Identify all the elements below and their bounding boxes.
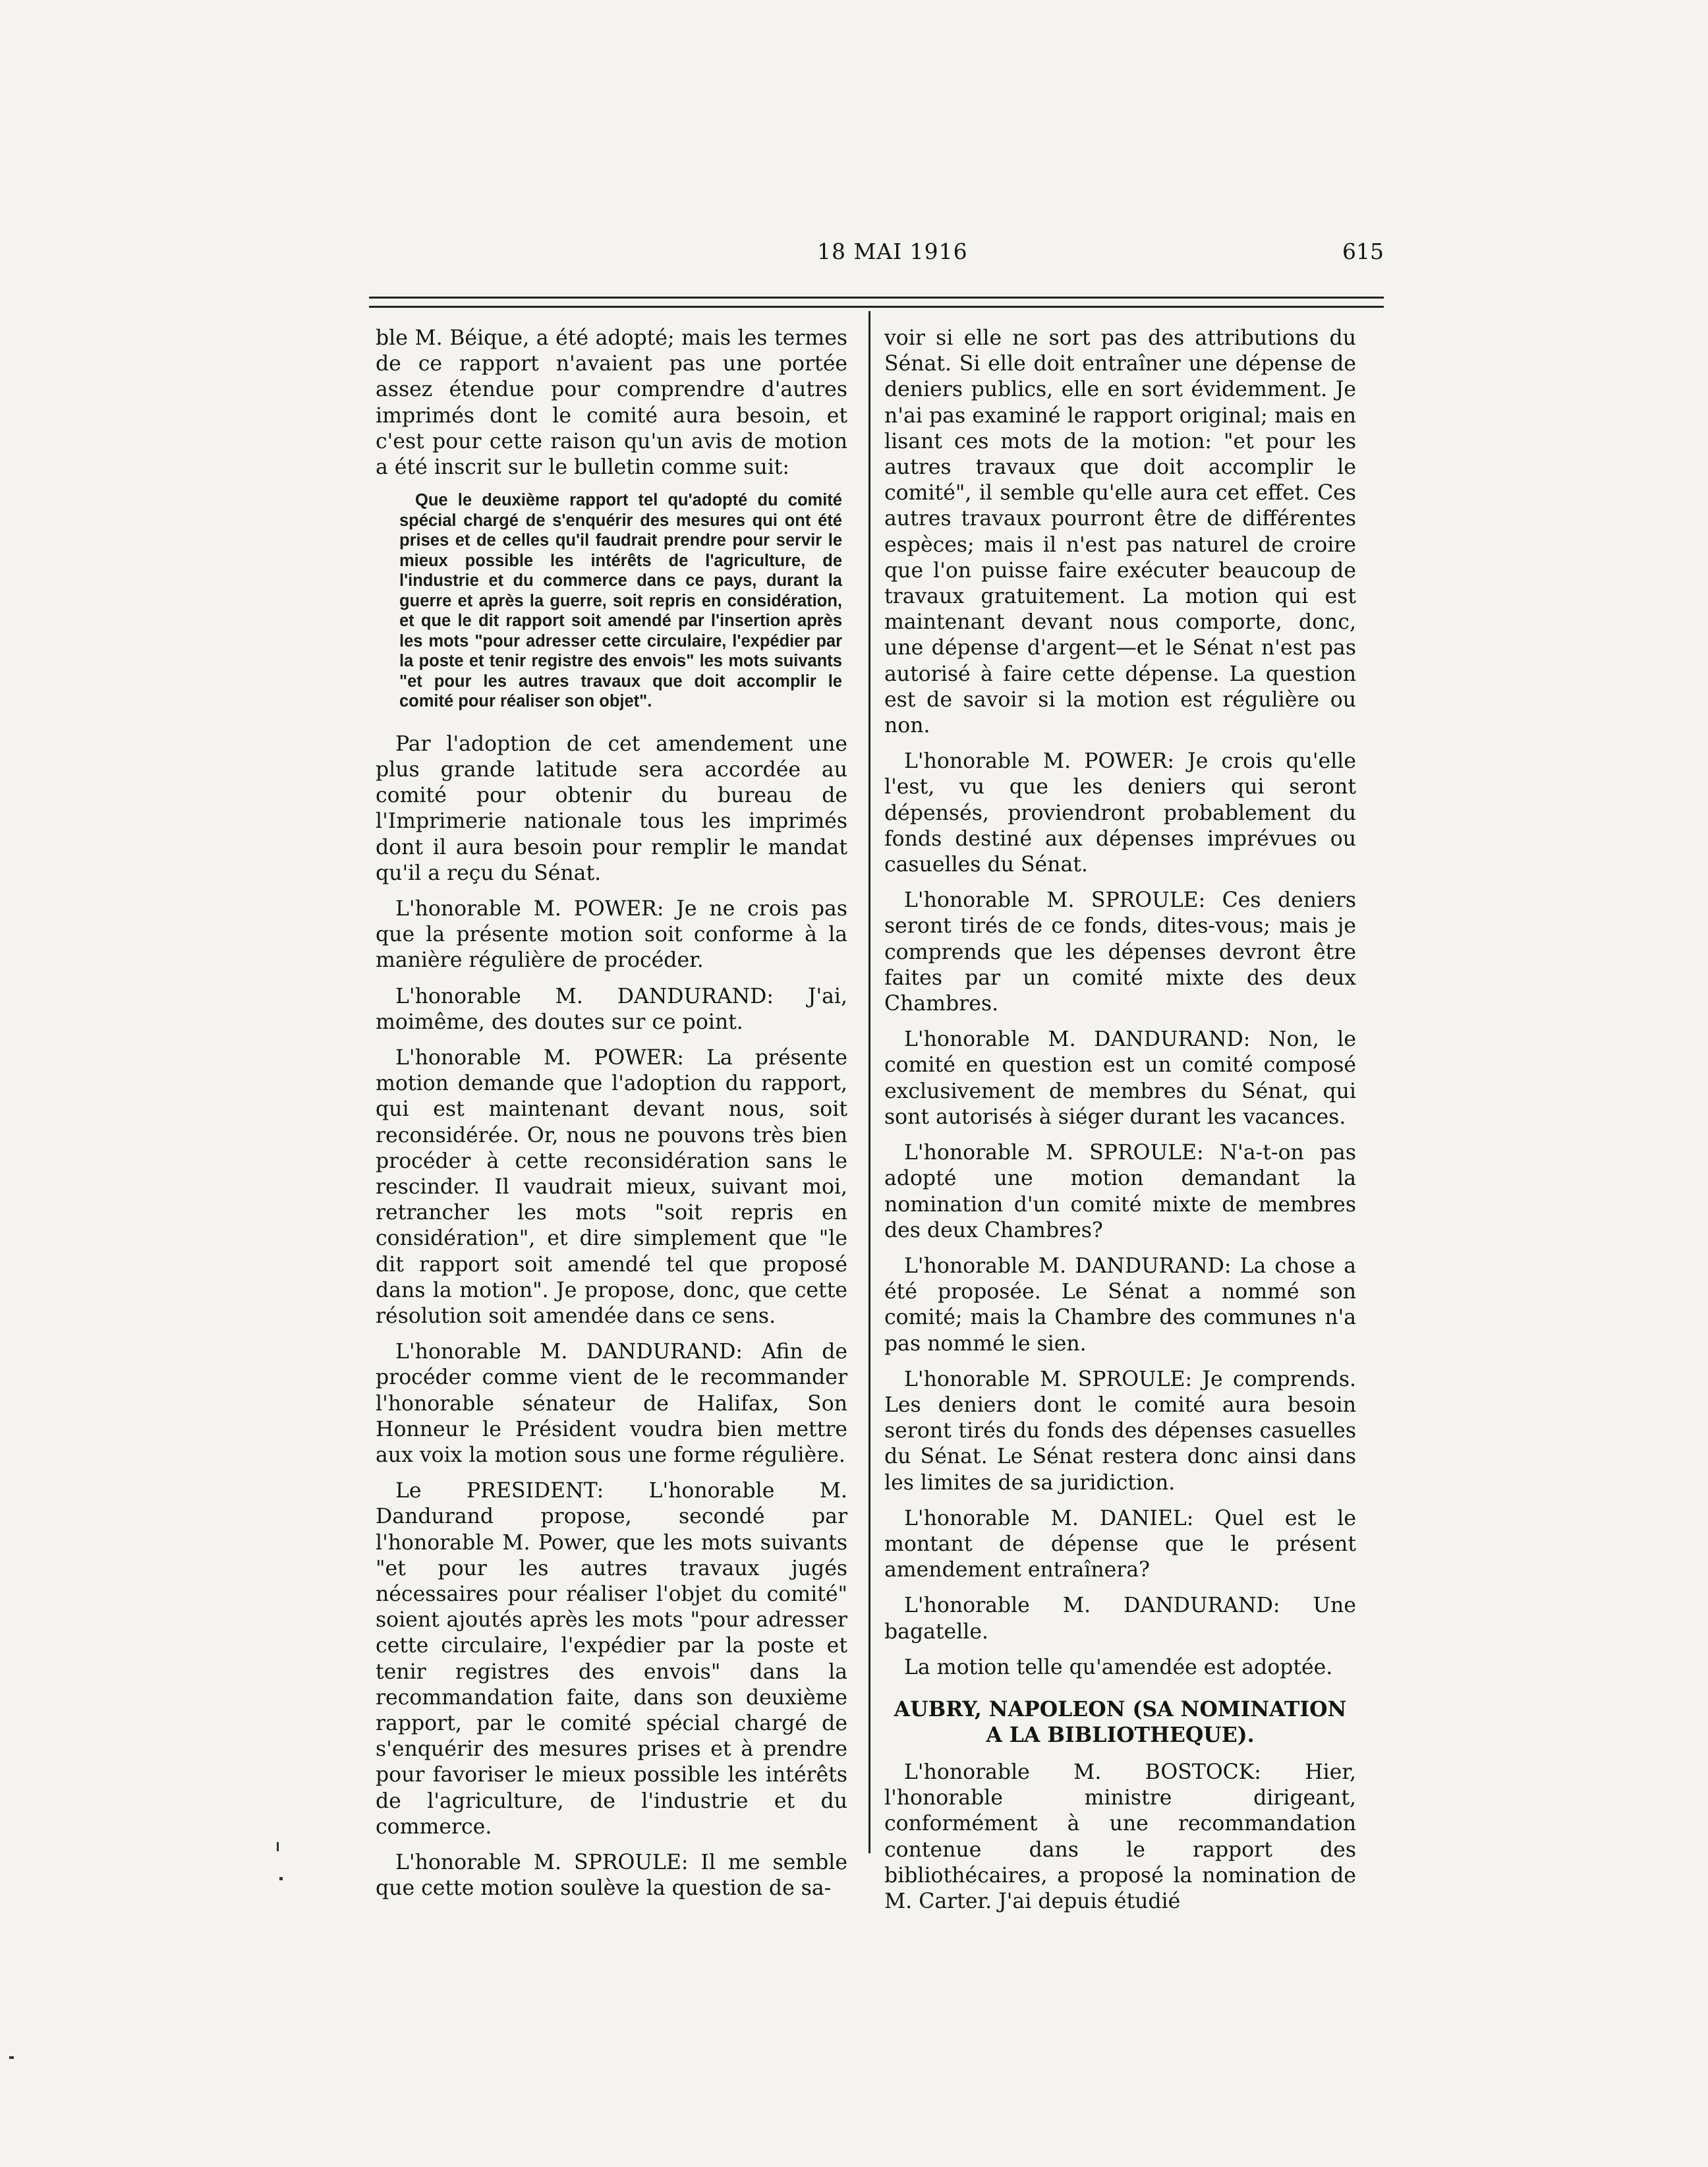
paragraph: L'honorable M. SPROULE: N'a-t-on pas adopté une motion demandant la nomination d'un comité mixte de membres des deux Chambres? xyxy=(884,1141,1356,1242)
paragraph: L'honorable M. SPROULE: Il me semble que cette motion soulève la question de sa- xyxy=(376,1851,847,1901)
column-divider xyxy=(868,311,870,1853)
paragraph: L'honorable M. DANDURAND: Non, le comité en question est un comité composé exclusivement de membres du Sénat, qui sont autorisés à siéger durant les vacances. xyxy=(884,1027,1356,1129)
paragraph: L'honorable M. DANDURAND: Une bagatelle. xyxy=(884,1594,1356,1644)
header-date: 18 MAI 1916 xyxy=(817,239,968,264)
paragraph: L'honorable M. DANIEL: Quel est le montant de dépense que le présent amendement entraînera? xyxy=(884,1506,1356,1582)
header-rule-top xyxy=(369,297,1384,299)
scan-speck xyxy=(277,1842,279,1851)
page-number: 615 xyxy=(1342,239,1384,264)
scan-speck xyxy=(9,2056,14,2059)
header-rule-bottom xyxy=(369,306,1384,308)
paragraph: Le PRESIDENT: L'honorable M. Dandurand propose, secondé par l'honorable M. Power, que les mots suivants "et pour les autres travaux jugés nécessaires pour réaliser l'objet du comité" soient ajoutés après les mots "pour adresser cette circulaire, l'expédier par la poste et tenir registres des envois" dans la recommandation faite, dans son deuxième rapport, par le comité spécial chargé de s'enquérir des mesures prises et à prendre pour favoriser le mieux possible les intérêts de l'agriculture, de l'industrie et du commerce. xyxy=(376,1479,847,1839)
paragraph: Par l'adoption de cet amendement une plus grande latitude sera accordée au comité pour obtenir du bureau de l'Imprimerie nationale tous les imprimés dont il aura besoin pour remplir le mandat qu'il a reçu du Sénat. xyxy=(376,732,847,885)
paragraph: L'honorable M. POWER: La présente motion demande que l'adoption du rapport, qui est maintenant devant nous, soit reconsidérée. Or, nous ne pouvons très bien procéder à cette reconsidération sans le rescinder. Il vaudrait mieux, suivant moi, retrancher les mots "soit repris en considération", et dire simplement que "le dit rapport soit amendé tel que proposé dans la motion". Je propose, donc, que cette résolution soit amendée dans ce sens. xyxy=(376,1045,847,1328)
paragraph: La motion telle qu'amendée est adoptée. xyxy=(904,1655,1333,1679)
left-column xyxy=(376,326,847,1911)
paragraph: L'honorable M. DANDURAND: Afin de procéder comme vient de le recommander l'honorable sénateur de Halifax, Son Honneur le Président voudra bien mettre aux voix la motion sous une forme régulière. xyxy=(376,1340,847,1467)
paragraph: L'honorable M. DANDURAND: La chose a été proposée. Le Sénat a nommé son comité; mais la Chambre des communes n'a pas nommé le sien. xyxy=(884,1254,1356,1356)
section-heading: AUBRY, NAPOLEON (SA NOMINATION A LA BIBLIOTHEQUE). xyxy=(894,1696,1347,1747)
scan-speck xyxy=(279,1877,283,1880)
paragraph: L'honorable M. BOSTOCK: Hier, l'honorable ministre dirigeant, conformément à une recommandation contenue dans le rapport des bibliothécaires, a proposé la nomination de M. Carter. J'ai depuis étudié xyxy=(884,1760,1356,1913)
paragraph: voir si elle ne sort pas des attributions du Sénat. Si elle doit entraîner une dépense de deniers publics, elle en sort évidemment. Je n'ai pas examiné le rapport original; mais en lisant ces mots de la motion: "et pour les autres travaux que doit accomplir le comité", il semble qu'elle aura cet effet. Ces autres travaux pourront être de différentes espèces; mais il n'est pas naturel de croire que l'on puisse faire exécuter beaucoup de travaux gratuitement. La motion qui est maintenant devant nous comporte, donc, une dépense d'argent—et le Sénat n'est pas autorisé à faire cette dépense. La question est de savoir si la motion est régulière ou non. xyxy=(884,326,1356,738)
paragraph: L'honorable M. POWER: Je crois qu'elle l'est, vu que les deniers qui seront dépensés, proviendront probablement du fonds destiné aux dépenses imprévues ou casuelles du Sénat. xyxy=(884,749,1356,877)
paragraph: L'honorable M. SPROULE: Ces deniers seront tirés de ce fonds, dites-vous; mais je comprends que les dépenses devront être faites par un comité mixte des deux Chambres. xyxy=(884,888,1356,1016)
quoted-motion: Que le deuxième rapport tel qu'adopté du comité spécial chargé de s'enquérir des mesures qui ont été prises et de celles qu'il faudrait prendre pour servir le mieux possible les intérêts de l'agriculture, de l'industrie et du commerce dans ce pays, durant la guerre et après la guerre, soit repris en considération, et que le dit rapport soit amendé par l'insertion après les mots "pour adresser cette circulaire, l'expédier par la poste et tenir registre des envois" les mots suivants "et pour les autres travaux que doit accomplir le comité pour réaliser son objet". xyxy=(399,491,842,711)
paragraph: L'honorable M. POWER: Je ne crois pas que la présente motion soit conforme à la manière régulière de procéder. xyxy=(376,896,847,973)
page-header xyxy=(369,239,1384,272)
right-column xyxy=(884,326,1356,1924)
paragraph: L'honorable M. SPROULE: Je comprends. Les deniers dont le comité aura besoin seront tirés du fonds des dépenses casuelles du Sénat. Le Sénat restera donc ainsi dans les limites de sa juridiction. xyxy=(884,1367,1356,1495)
paragraph: L'honorable M. DANDURAND: J'ai, moimême, des doutes sur ce point. xyxy=(376,984,847,1034)
paragraph: ble M. Béique, a été adopté; mais les termes de ce rapport n'avaient pas une portée assez étendue pour comprendre d'autres imprimés dont le comité aura besoin, et c'est pour cette raison qu'un avis de motion a été inscrit sur le bulletin comme suit: xyxy=(376,326,847,480)
